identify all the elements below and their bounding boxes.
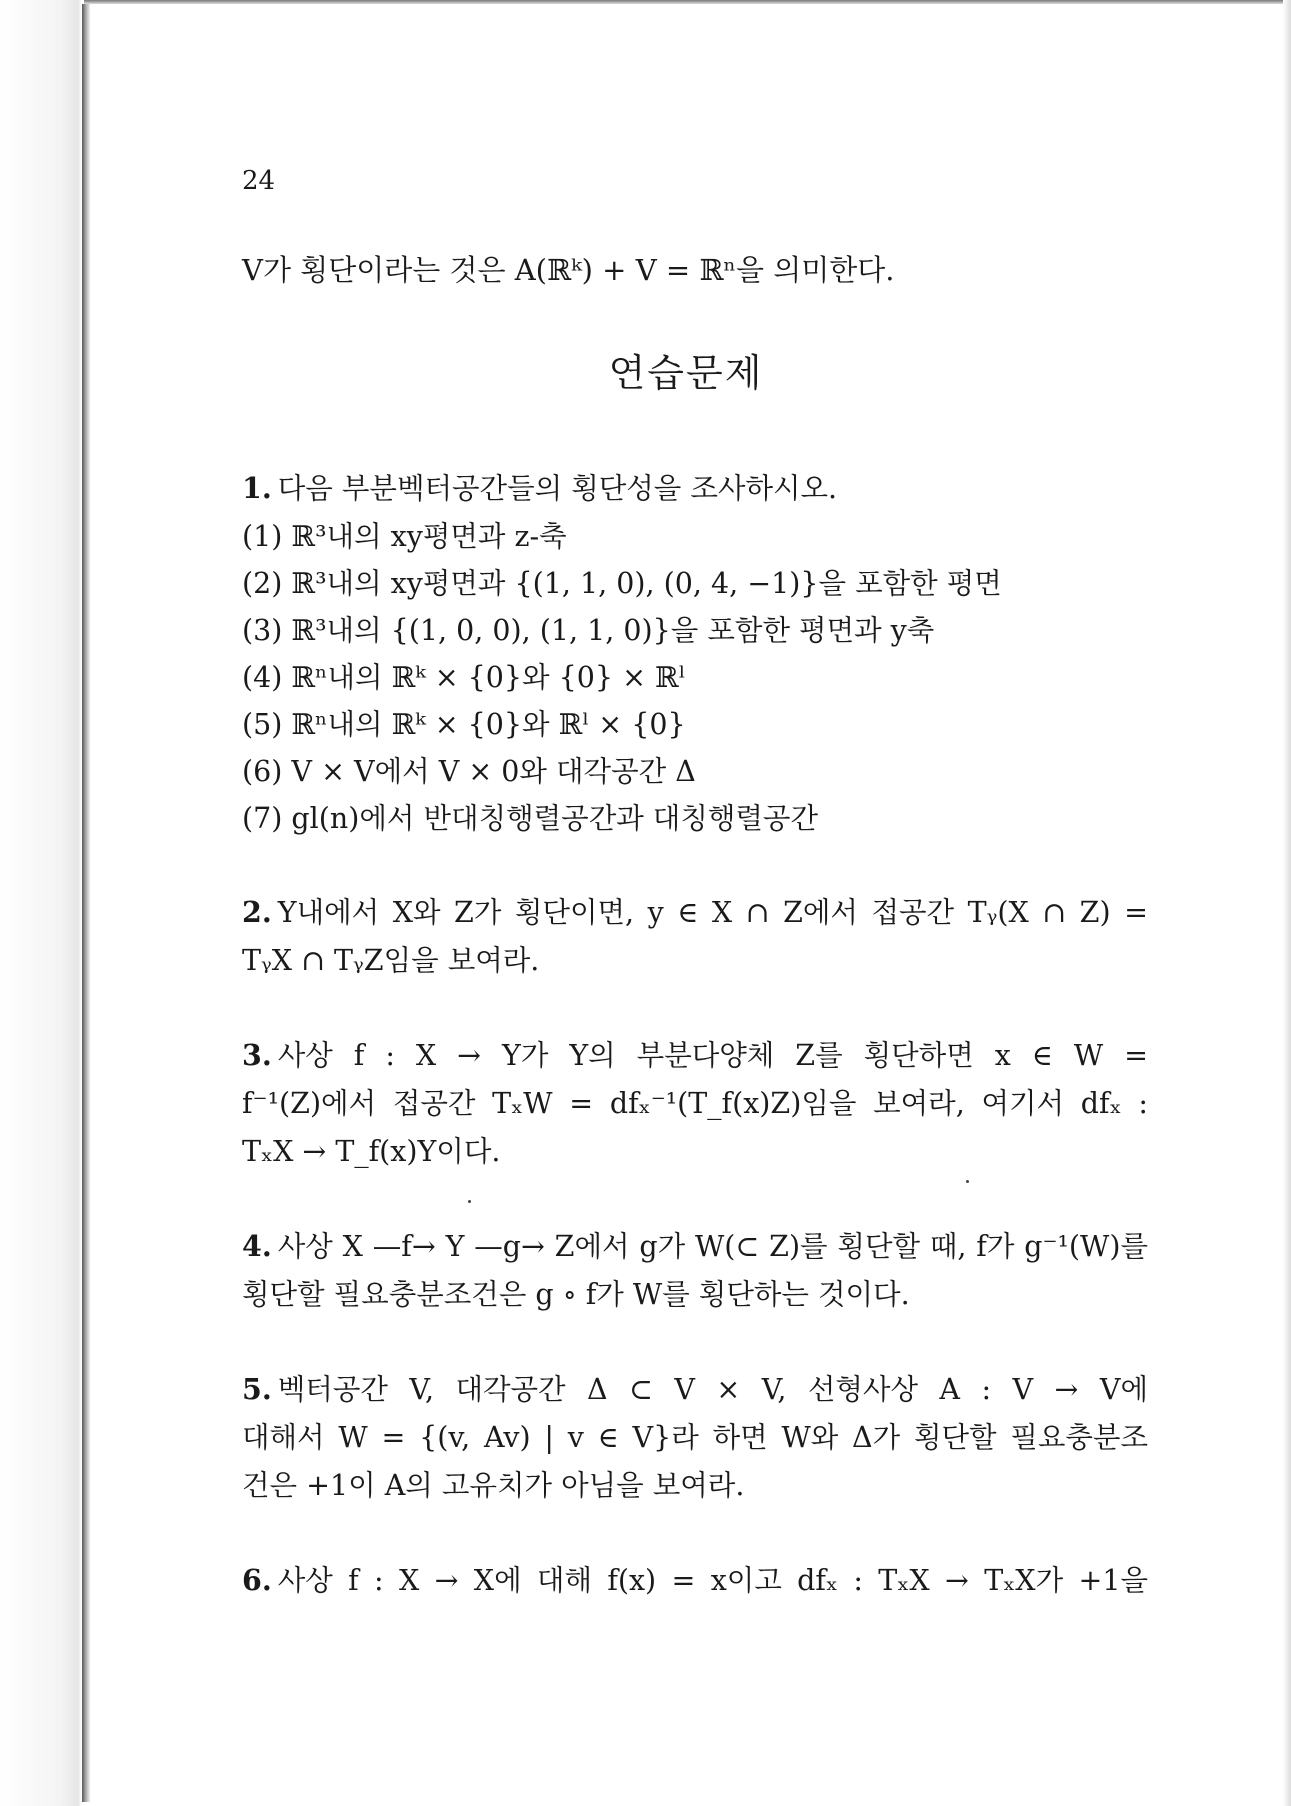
problem-6 [242,1556,1148,1605]
section-title: 연습문제 [608,351,764,395]
problem-number: 4. [242,1229,272,1263]
problem-text: f⁻¹(Z)에서 접공간 TₓW = dfₓ⁻¹(T_f(x)Z)임을 보여라, 여기서 dfₓ : [242,1087,1148,1120]
problem-text: Y내에서 X와 Z가 횡단이면, y ∈ X ∩ Z에서 접공간 Tᵧ(X ∩ Z) = [277,896,1148,929]
problem-text: 사상 X —f→ Y —g→ Z에서 g가 W(⊂ Z)를 횡단할 때, f가 g⁻¹(W)를 [277,1230,1148,1263]
scan-right-edge [1283,0,1291,1806]
problem-number: 5. [242,1372,272,1406]
problem-text: 사상 f : X → X에 대해 f(x) = x이고 dfₓ : TₓX → TₓX가 +1을 [277,1564,1148,1597]
sub-item: (5) ℝⁿ내의 ℝᵏ × {0}와 ℝˡ × {0} [242,708,686,741]
problem-number: 6. [242,1563,272,1597]
sub-item: (2) ℝ³내의 xy평면과 {(1, 1, 0), (0, 4, −1)}을 포함한 평면 [242,567,1002,600]
scan-margin [0,0,82,1806]
exercise-list [242,464,1148,1651]
sub-item: (4) ℝⁿ내의 ℝᵏ × {0}와 {0} × ℝˡ [242,661,686,694]
problem-text: TₓX → T_f(x)Y이다. [242,1135,501,1168]
problem-2 [242,888,1148,985]
problem-text: 횡단할 필요충분조건은 g ∘ f가 W를 횡단하는 것이다. [242,1278,910,1311]
problem-4 [242,1222,1148,1319]
sub-item: (1) ℝ³내의 xy평면과 z-축 [242,520,567,553]
problem-text: 벡터공간 V, 대각공간 Δ ⊂ V × V, 선형사상 A : V → V에 [277,1373,1148,1406]
intro-line: V가 횡단이라는 것은 A(ℝᵏ) + V = ℝⁿ을 의미한다. [242,253,895,287]
sub-item: (7) gl(n)에서 반대칭행렬공간과 대칭행렬공간 [242,802,818,835]
book-page [96,0,1276,1806]
problem-number: 3. [242,1038,272,1072]
problem-3 [242,1031,1148,1176]
scan-speck [468,1200,471,1203]
sub-item: (6) V × V에서 V × 0와 대각공간 Δ [242,755,696,788]
sub-item: (3) ℝ³내의 {(1, 0, 0), (1, 1, 0)}을 포함한 평면과 y축 [242,614,935,647]
page-number: 24 [242,166,276,196]
problem-text: 사상 f : X → Y가 Y의 부분다양체 Z를 횡단하면 x ∈ W = [277,1039,1148,1072]
problem-5 [242,1365,1148,1510]
problem-number: 1. [242,471,272,505]
problem-text: 건은 +1이 A의 고유치가 아님을 보여라. [242,1469,745,1502]
problem-1 [242,464,1148,842]
problem-number: 2. [242,895,272,929]
problem-text: 다음 부분벡터공간들의 횡단성을 조사하시오. [277,472,838,505]
page-spine-edge [82,4,90,1802]
scan-speck [966,1180,969,1183]
problem-text: 대해서 W = {(v, Av) | v ∈ V}라 하면 W와 Δ가 횡단할 필요충분조 [242,1421,1148,1454]
problem-text: TᵧX ∩ TᵧZ임을 보여라. [242,944,540,977]
